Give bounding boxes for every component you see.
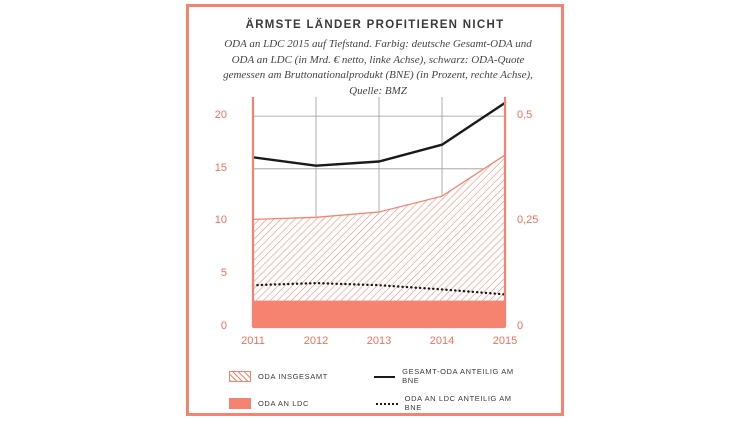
legend-item-oda-insgesamt [229,371,374,382]
legend-label-oda-an-ldc: ODA AN LDC [258,398,310,408]
legend-label-oda-insgesamt: ODA INSGESAMT [258,371,328,381]
solid-line-swatch-icon [374,376,395,378]
y-right-tick-025: 0,25 [517,214,539,226]
legend-label-gesamt-oda-bne: GESAMT-ODA ANTEILIG AM BNE [402,367,514,385]
solid-area-swatch-icon [229,398,251,409]
plot-area [214,97,539,347]
y-left-tick-10: 10 [214,214,227,226]
x-tick-2015: 2015 [492,335,518,347]
x-tick-2013: 2013 [366,335,392,347]
x-tick-2011: 2011 [241,335,265,347]
legend-label-oda-ldc-bne: ODA AN LDC ANTEILIG AM BNE [404,394,512,412]
y-right-tick-05: 0,5 [517,109,533,121]
y-left-tick-5: 5 [220,267,227,279]
legend-row-2 [229,394,529,412]
legend-item-oda-ldc-bne [376,394,529,412]
chart-legend [229,367,529,421]
x-tick-2012: 2012 [303,335,329,347]
series-area-oda-an-ldc [253,301,505,327]
chart-title: ÄRMSTE LÄNDER PROFITIEREN NICHT [245,19,505,31]
y-left-tick-20: 20 [214,109,227,121]
y-right-tick-0: 0 [517,320,524,332]
legend-item-gesamt-oda-bne [374,367,529,385]
x-tick-2014: 2014 [429,335,455,347]
chart-subtitle: ODA an LDC 2015 auf Tiefstand. Farbig: deutsche Gesamt-ODA und ODA an LDC (in Mrd. € netto, linke Achse), schwarz: ODA-Quote gemessen am Bruttonationalprodukt (BNE) (in Prozent, rechte Achse), Quelle: BMZ [223,38,533,97]
y-left-tick-15: 15 [214,162,227,174]
hatched-area-swatch-icon [229,371,251,382]
chart-frame [186,4,564,416]
y-left-tick-0: 0 [220,320,227,332]
dotted-line-swatch-icon [376,403,398,405]
chart-svg [233,97,523,337]
legend-row-1 [229,367,529,385]
legend-item-oda-an-ldc [229,398,376,409]
